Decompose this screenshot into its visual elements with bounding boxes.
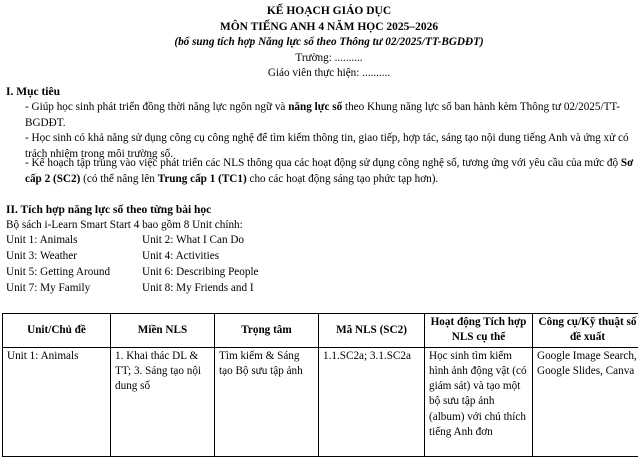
cell-focus: Tìm kiếm & Sáng tạo Bộ sưu tập ảnh (215, 347, 319, 456)
lesson-plan-table (2, 313, 638, 457)
column-header-unit: Unit/Chủ đề (3, 314, 111, 348)
document-note: (bổ sung tích hợp Năng lực số theo Thông tư 02/2025/TT-BGDĐT) (0, 35, 638, 51)
unit-item: Unit 7: My Family (6, 281, 90, 296)
unit-item: Unit 4: Activities (142, 249, 219, 264)
objective-3-mid: (có thể nâng lên (80, 173, 157, 185)
document-title: KẾ HOẠCH GIÁO DỤC (0, 4, 638, 20)
objective-paragraph-1 (25, 100, 635, 131)
cell-unit: Unit 1: Animals (3, 347, 111, 456)
objective-paragraph-3 (25, 156, 635, 187)
objective-1-text-end: theo Khung năng lực số ban hành kèm Thông tư 02/2025/TT-BGDĐT. (25, 101, 620, 129)
unit-item: Unit 2: What I Can Do (142, 233, 244, 248)
cell-domain: 1. Khai thác DL & TT; 3. Sáng tạo nội dung số (111, 347, 215, 456)
column-header-focus: Trọng tâm (215, 314, 319, 348)
section-integration-heading: II. Tích hợp năng lực số theo từng bài học (6, 204, 211, 216)
document-header (0, 4, 638, 82)
column-header-tools: Công cụ/Kỹ thuật số đề xuất (533, 314, 638, 348)
objective-1-text: - Giúp học sinh phát triển đồng thời năng lực ngôn ngữ và (25, 101, 288, 113)
teacher-field: Giáo viên thực hiện: .......... (0, 66, 638, 82)
unit-item: Unit 3: Weather (6, 249, 77, 264)
objective-2-text: - Học sinh có khả năng sử dụng công cụ công nghệ để tìm kiếm thông tin, giao tiếp, hợp tác, sáng tạo nội dung tiếng Anh và ứng xử có trách nhiệm trong môi trường số. (25, 132, 629, 160)
column-header-code: Mã NLS (SC2) (319, 314, 425, 348)
table-header-row (3, 314, 638, 348)
cell-code: 1.1.SC2a; 3.1.SC2a (319, 347, 425, 456)
section-objectives-heading: I. Mục tiêu (6, 86, 60, 98)
unit-item: Unit 6: Describing People (142, 265, 259, 280)
column-header-domain: Miền NLS (111, 314, 215, 348)
column-header-activity: Hoạt động Tích hợp NLS cụ thể (425, 314, 533, 348)
cell-tools: Google Image Search, Google Slides, Canva (533, 347, 638, 456)
units-intro: Bộ sách i-Learn Smart Start 4 bao gồm 8 Unit chính: (6, 218, 243, 234)
school-field: Trường: .......... (0, 51, 638, 67)
objective-1-bold: năng lực số (288, 101, 342, 113)
document-subtitle: MÔN TIẾNG ANH 4 NĂM HỌC 2025–2026 (0, 20, 638, 36)
level-tc1: Trung cấp 1 (TC1) (158, 173, 247, 185)
objective-3-text: - Kế hoạch tập trung vào việc phát triển các NLS thông qua các hoạt động sử dụng công nghệ số, tương ứng với yêu cầu của mức độ (25, 157, 621, 169)
unit-item: Unit 8: My Friends and I (142, 281, 254, 296)
unit-item: Unit 1: Animals (6, 233, 77, 248)
level-sc2: Sơ cấp 2 (SC2) (25, 157, 633, 185)
cell-activity: Học sinh tìm kiếm hình ảnh động vật (có giám sát) và tạo một bộ sưu tập ảnh (album) với chú thích tiếng Anh đơn (425, 347, 533, 456)
objective-3-text-end: cho các hoạt động sáng tạo phức tạp hơn). (247, 173, 439, 185)
unit-item: Unit 5: Getting Around (6, 265, 110, 280)
